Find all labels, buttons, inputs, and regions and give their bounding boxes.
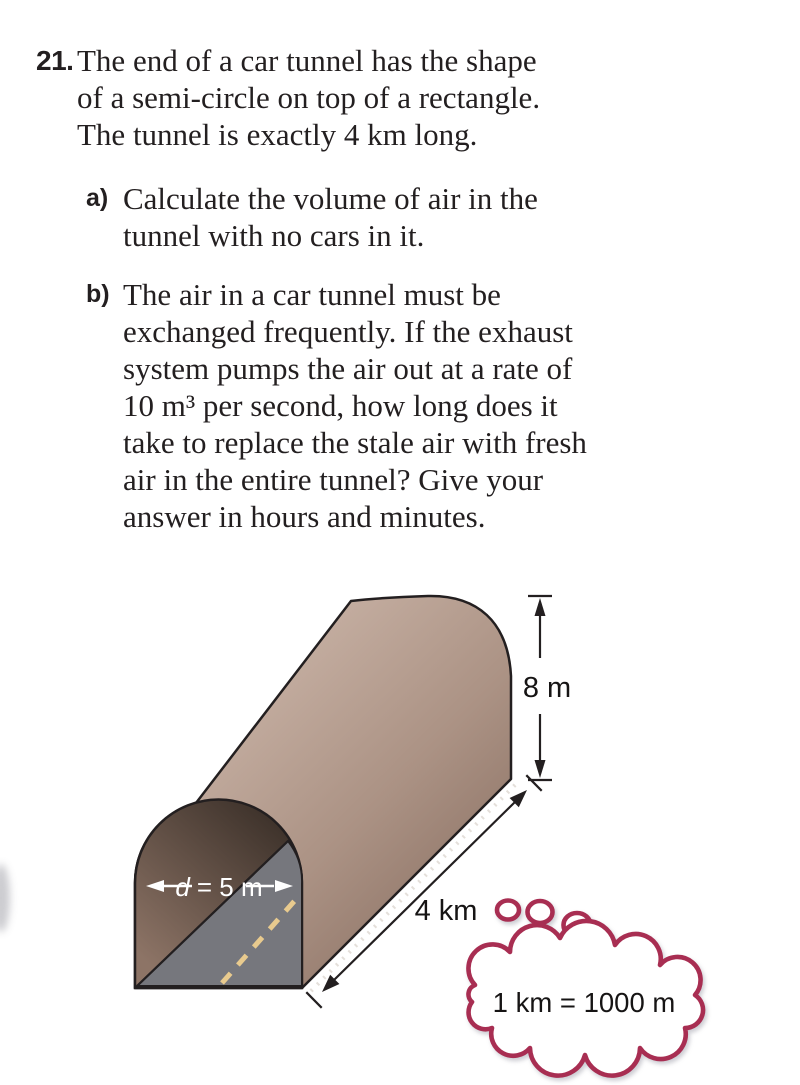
diameter-label-eq: = 5 m <box>196 872 263 902</box>
diameter-label-var: d <box>175 872 190 902</box>
thought-bubble-circle <box>497 901 519 920</box>
thought-cloud-label: 1 km = 1000 m <box>492 987 676 1018</box>
part-b-line: The air in a car tunnel must be <box>123 277 501 312</box>
statement-line: of a semi-circle on top of a rectangle. <box>77 80 541 115</box>
part-b-line: 10 m³ per second, how long does it <box>123 388 558 423</box>
statement-line: The tunnel is exactly 4 km long. <box>77 117 478 152</box>
part-b-line: take to replace the stale air with fresh <box>123 425 587 460</box>
thought-cloud <box>468 921 703 1076</box>
arrow-down-icon <box>535 760 546 778</box>
part-b-line: exchanged frequently. If the exhaust <box>123 314 573 349</box>
part-b-label: b) <box>86 280 110 308</box>
part-b-line: system pumps the air out at a rate of <box>123 351 573 386</box>
length-label: 4 km <box>414 895 478 927</box>
part-b-line: air in the entire tunnel? Give your <box>123 462 544 497</box>
thought-bubble-circle <box>528 901 553 923</box>
height-label: 8 m <box>522 672 572 704</box>
part-b-line: answer in hours and minutes. <box>123 499 486 534</box>
part-a-line: tunnel with no cars in it. <box>123 218 425 253</box>
statement-line: The end of a car tunnel has the shape <box>77 43 537 78</box>
scan-smudge <box>0 864 10 932</box>
height-dimension <box>523 596 571 780</box>
part-a-label: a) <box>86 184 109 212</box>
dimension-tick <box>526 775 541 791</box>
part-a-line: Calculate the volume of air in the <box>123 181 538 216</box>
problem-number: 21. <box>36 45 74 76</box>
dimension-tick <box>306 992 321 1008</box>
diameter-label <box>175 872 262 902</box>
